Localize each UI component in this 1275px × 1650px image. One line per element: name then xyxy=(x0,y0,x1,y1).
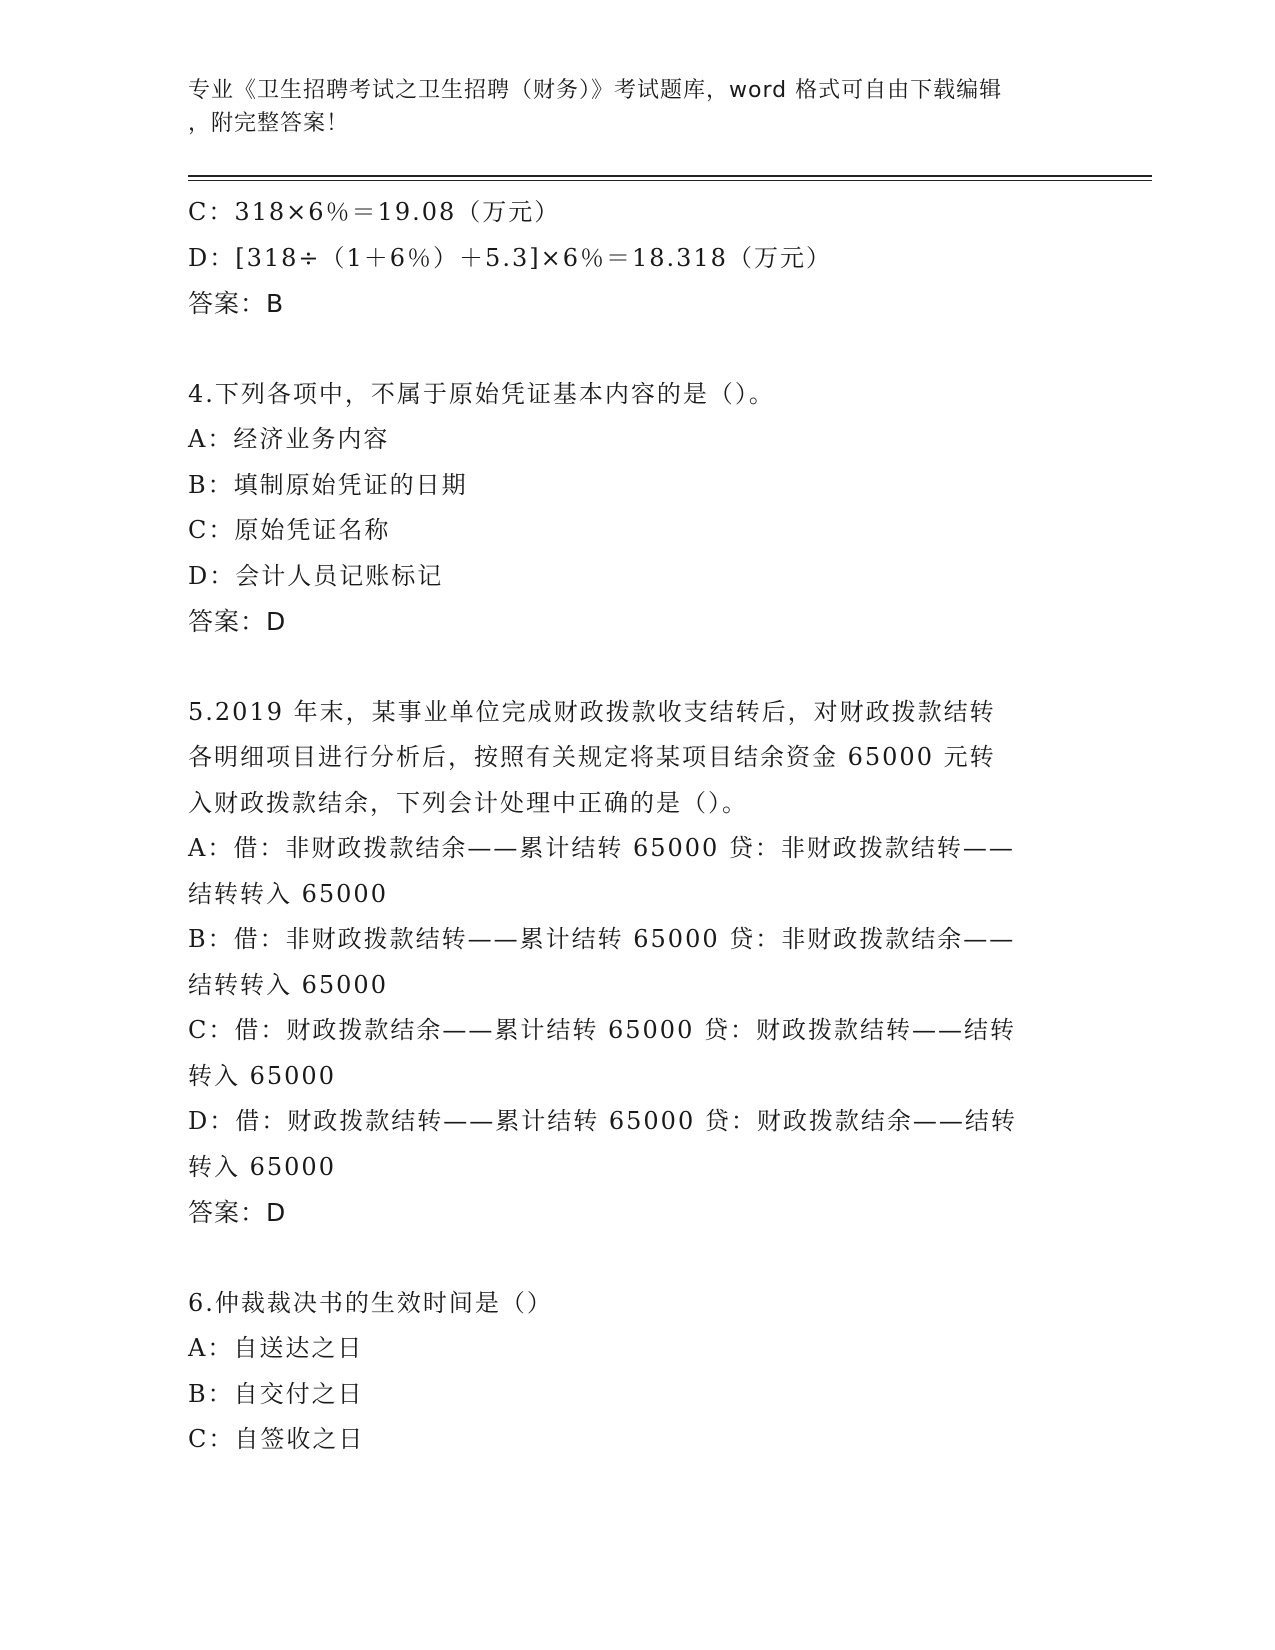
option-b-line-2: 结转转入 65000 xyxy=(188,970,388,999)
option-b: B：自交付之日 xyxy=(188,1379,364,1408)
answer-line: 答案：D xyxy=(188,607,287,636)
header-line-2: ，附完整答案！ xyxy=(188,111,350,136)
question-stem: 6.仲裁裁决书的生效时间是（） xyxy=(188,1288,553,1317)
spacer xyxy=(188,1236,1088,1281)
answer-line: 答案：B xyxy=(188,289,285,318)
question-6 xyxy=(188,1281,1088,1463)
option-d-line-2: 转入 65000 xyxy=(188,1152,336,1181)
question-stem: 4.下列各项中，不属于原始凭证基本内容的是（）。 xyxy=(188,379,775,408)
option-c: C：原始凭证名称 xyxy=(188,516,391,544)
option-a-line-2: 结转转入 65000 xyxy=(188,879,388,908)
option-d: D：[318÷（1＋6％）＋5.3]×6％＝18.318（万元） xyxy=(188,243,832,272)
question-stem-line: 5.2019 年末，某事业单位完成财政拨款收支结转后，对财政拨款结转 xyxy=(188,697,996,726)
spacer xyxy=(188,327,1088,372)
option-b-line-1: B：借：非财政拨款结转——累计结转 65000 贷：非财政拨款结余—— xyxy=(188,925,1016,953)
header-line-1: 专业《卫生招聘考试之卫生招聘（财务）》考试题库，word 格式可自由下载编辑 xyxy=(188,78,1003,103)
question-stem-line: 各明细项目进行分析后，按照有关规定将某项目结余资金 65000 元转 xyxy=(188,743,996,771)
option-a-line-1: A：借：非财政拨款结余——累计结转 65000 贷：非财政拨款结转—— xyxy=(188,834,1015,862)
spacer xyxy=(188,645,1088,690)
document-body xyxy=(188,190,1088,1463)
prev-question-tail xyxy=(188,190,1088,327)
option-c: C：318×6％＝19.08（万元） xyxy=(188,198,561,226)
option-c-line-1: C：借：财政拨款结余——累计结转 65000 贷：财政拨款结转——结转 xyxy=(188,1016,1016,1044)
option-a: A：自送达之日 xyxy=(188,1334,364,1362)
option-c: C：自签收之日 xyxy=(188,1425,365,1453)
option-a: A：经济业务内容 xyxy=(188,425,390,453)
option-c-line-2: 转入 65000 xyxy=(188,1061,336,1090)
question-4 xyxy=(188,372,1088,645)
option-d-line-1: D：借：财政拨款结转——累计结转 65000 贷：财政拨款结余——结转 xyxy=(188,1107,1017,1135)
answer-line: 答案：D xyxy=(188,1198,287,1227)
header-rule-top xyxy=(188,175,1152,177)
question-5 xyxy=(188,690,1088,1236)
option-b: B：填制原始凭证的日期 xyxy=(188,470,468,499)
question-stem-line: 入财政拨款结余，下列会计处理中正确的是（）。 xyxy=(188,788,748,817)
document-header xyxy=(188,74,1088,140)
header-rule-bottom xyxy=(188,180,1152,181)
option-d: D：会计人员记账标记 xyxy=(188,561,444,590)
